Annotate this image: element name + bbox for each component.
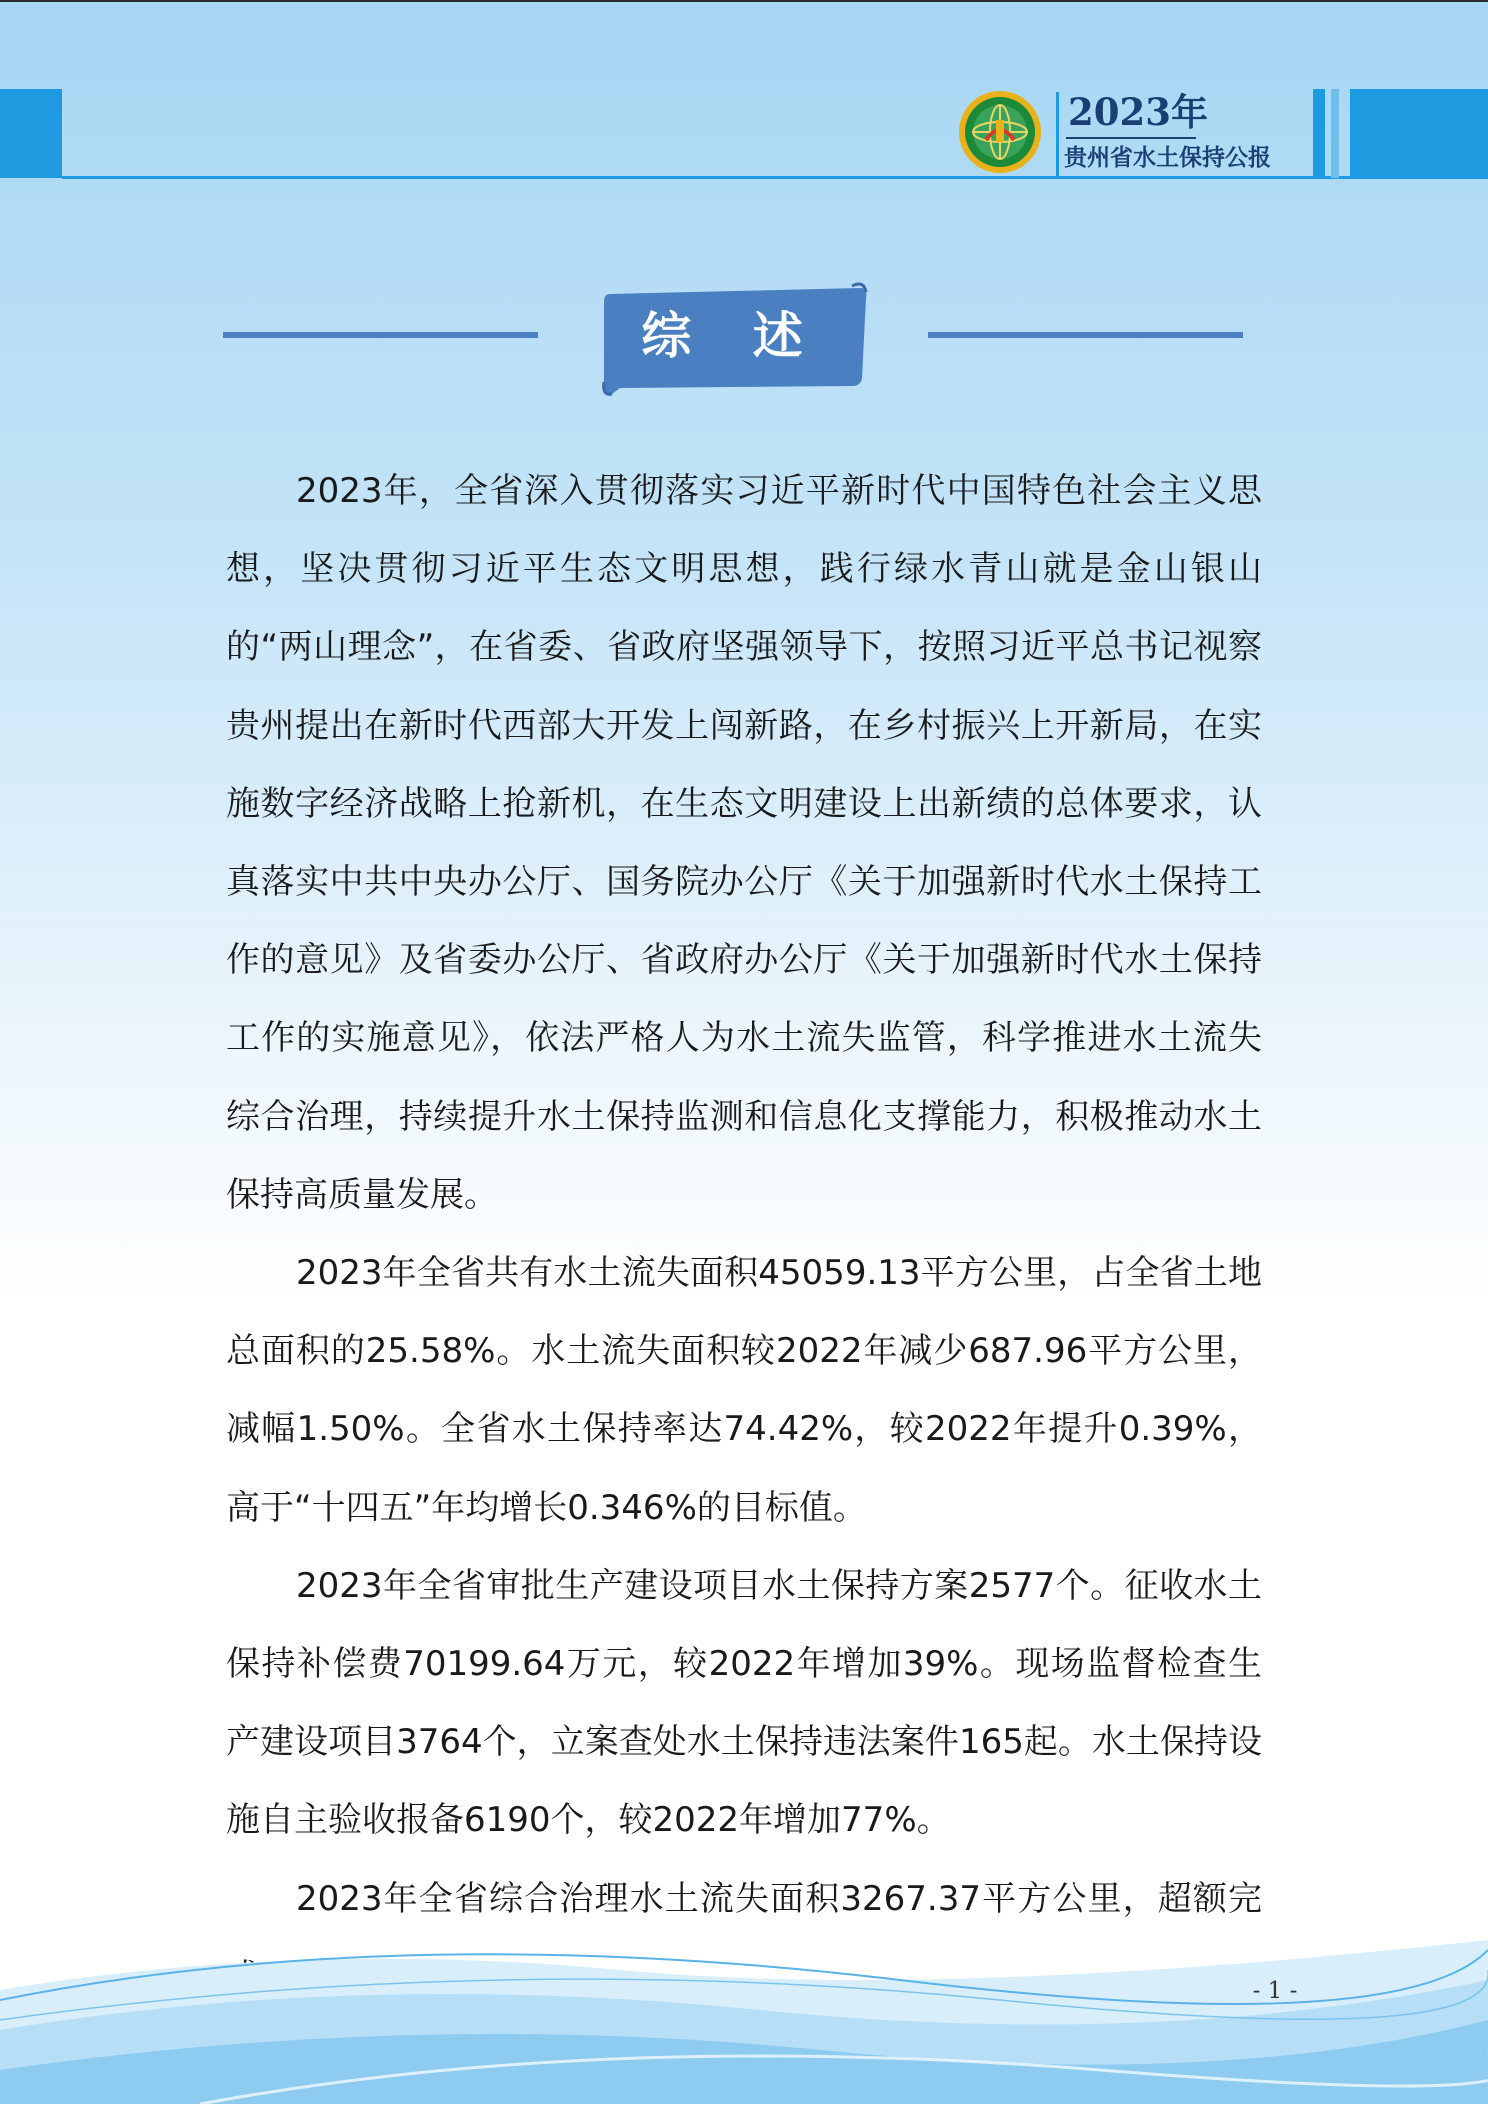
header-subtitle: 贵州省水土保持公报: [1064, 144, 1271, 171]
top-border: [0, 0, 1488, 2]
title-rule-right: [928, 332, 1243, 338]
body-text: [226, 452, 1262, 2016]
paragraph-supervision: 2023年全省审批生产建设项目水土保持方案2577个。征收水土保持补偿费70199.64万元，较2022年增加39%。现场监督检查生产建设项目3764个，立案查处水土保持违法案件165起。水土保持设施自主验收报备6190个，较2022年增加77%。: [226, 1565, 1262, 1841]
header-rule: [62, 176, 1488, 179]
header-left-block: [0, 89, 62, 178]
header-right-block: [1350, 89, 1488, 178]
header-stripe-light: [1331, 89, 1339, 178]
paragraph-overview: 2023年，全省深入贯彻落实习近平新时代中国特色社会主义思想，坚决贯彻习近平生态文明思想，践行绿水青山就是金山银山的“两山理念”，在省委、省政府坚强领导下，按照习近平总书记视察贵州提出在新时代西部大开发上闯新路，在乡村振兴上开新局，在实施数字经济战略上抢新机，在生态文明建设上出新绩的总体要求，认真落实中共中央办公厅、国务院办公厅《关于加强新时代水土保持工作的意见》及省委办公厅、省政府办公厅《关于加强新时代水土保持工作的实施意见》，依法严格人为水土流失监管，科学推进水土流失综合治理，持续提升水土保持监测和信息化支撑能力，积极推动水土保持高质量发展。: [226, 471, 1262, 1215]
section-title: 综 述: [641, 307, 825, 365]
page-number: - 1 -: [1252, 1978, 1298, 2004]
emblem-logo-icon: [958, 90, 1042, 174]
header-stripe: [1313, 89, 1325, 178]
title-rule-left: [223, 332, 538, 338]
header-year-underline: [1066, 137, 1196, 139]
paragraph-treatment: 2023年全省综合治理水土流失面积3267.37平方公里，超额完: [296, 1878, 1262, 1919]
header-divider: [1056, 92, 1059, 176]
paragraph-erosion-area: 2023年全省共有水土流失面积45059.13平方公里，占全省土地总面积的25.58%。水土流失面积较2022年减少687.96平方公里，减幅1.50%。全省水土保持率达74.42%，较2022年提升0.39%，高于“十四五”年均增长0.346%的目标值。: [226, 1253, 1262, 1528]
header-year: 2023年: [1068, 90, 1208, 134]
